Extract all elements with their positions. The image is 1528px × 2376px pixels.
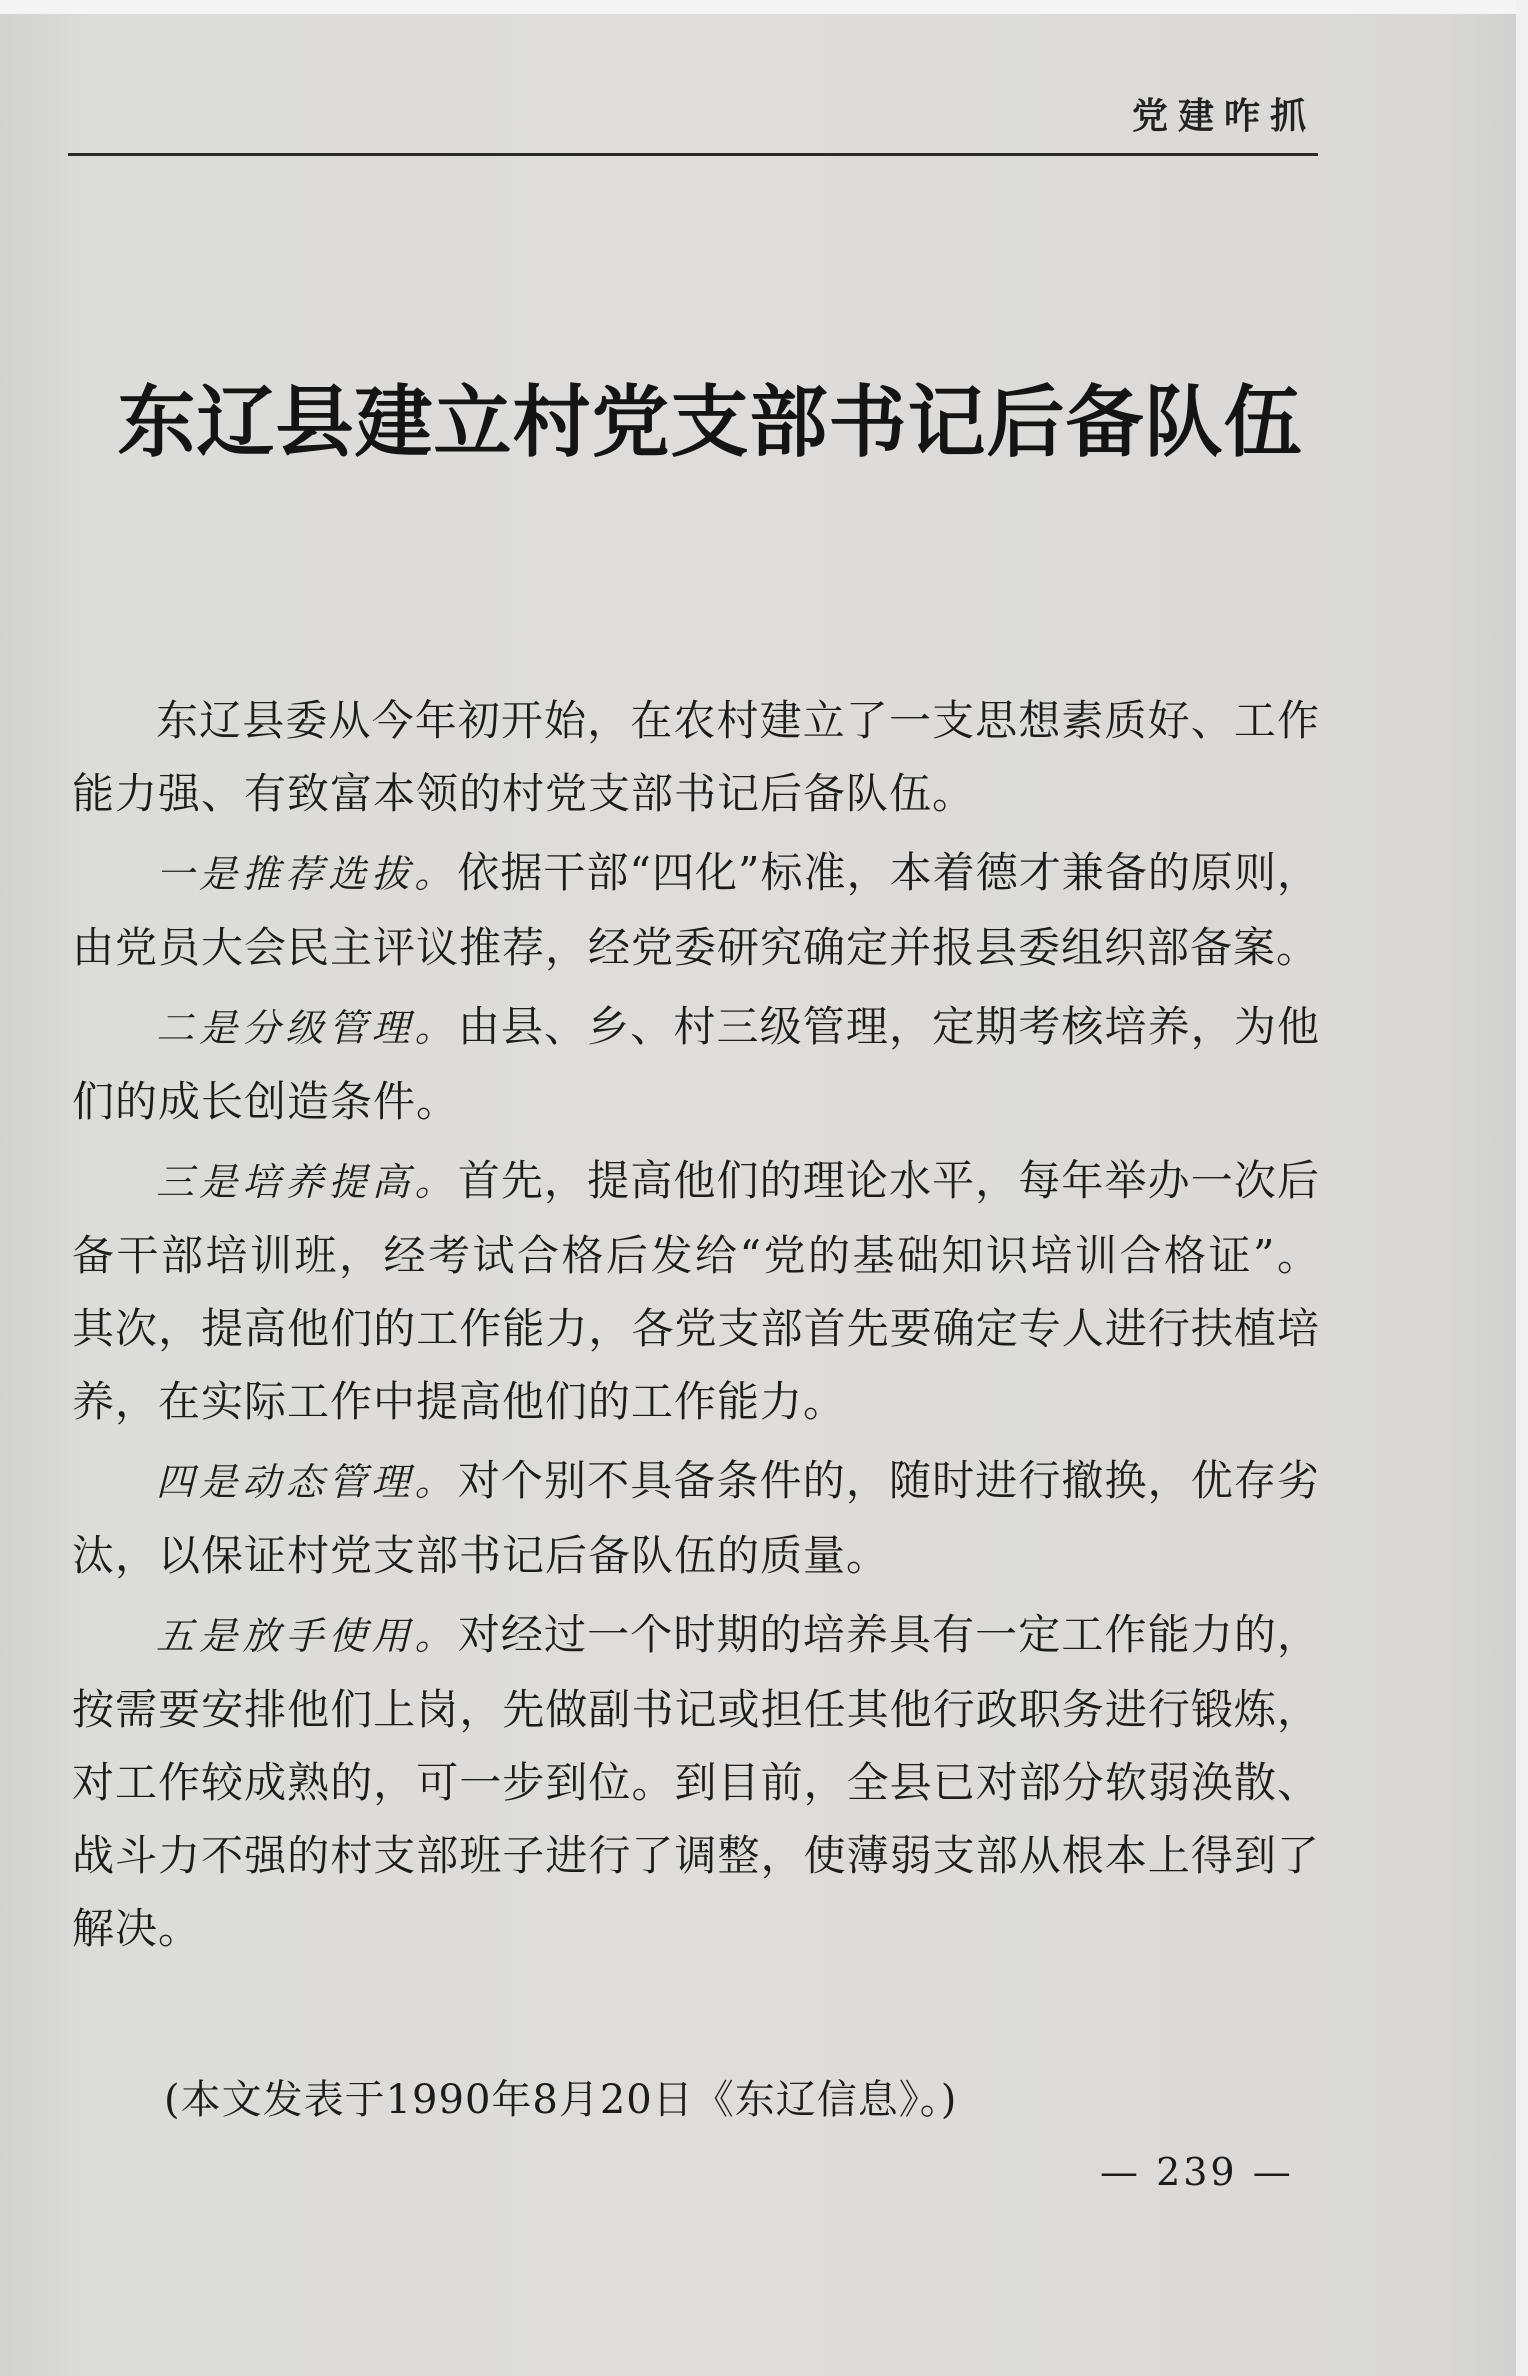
point-lead-5: 五是放手使用。 bbox=[156, 1614, 458, 1658]
point-text-4: 对个别不具备条件的，随时进行撤换，优存劣汰，以保证村党支部书记后备队伍的质量。 bbox=[72, 1456, 1320, 1580]
point-text-1: 依据干部“四化”标准，本着德才兼备的原则，由党员大会民主评议推荐，经党委研究确定并报县委组织部备案。 bbox=[72, 848, 1320, 972]
header-rule bbox=[68, 153, 1318, 156]
article-body bbox=[72, 684, 1320, 1971]
article-title: 东辽县建立村党支部书记后备队伍 bbox=[117, 377, 1303, 468]
point-lead-3: 三是培养提高。 bbox=[156, 1160, 458, 1204]
page-number: — 239 — bbox=[1100, 2150, 1294, 2194]
point-lead-1: 一是推荐选拔。 bbox=[156, 852, 458, 896]
intro-paragraph: 东辽县委从今年初开始，在农村建立了一支思想素质好、工作能力强、有致富本领的村党支部书记后备队伍。 bbox=[72, 696, 1320, 818]
point-paragraph-3 bbox=[72, 1144, 1320, 1438]
point-lead-2: 二是分级管理。 bbox=[156, 1006, 458, 1050]
point-paragraph-2 bbox=[72, 990, 1320, 1138]
point-text-2: 由县、乡、村三级管理，定期考核培养，为他们的成长创造条件。 bbox=[72, 1002, 1320, 1126]
point-paragraph-5 bbox=[72, 1598, 1320, 1965]
running-head: 党建咋抓 bbox=[1131, 96, 1316, 137]
scan-edge-top bbox=[0, 0, 1528, 14]
point-paragraph-1 bbox=[72, 836, 1320, 984]
point-lead-4: 四是动态管理。 bbox=[156, 1460, 458, 1504]
scan-edge-right bbox=[1516, 0, 1528, 2376]
point-text-3: 首先，提高他们的理论水平，每年举办一次后备干部培训班，经考试合格后发给“党的基础知识培训合格证”。其次，提高他们的工作能力，各党支部首先要确定专人进行扶植培养，在实际工作中提高他们的工作能力。 bbox=[72, 1156, 1320, 1426]
point-paragraph-4 bbox=[72, 1444, 1320, 1592]
point-text-5: 对经过一个时期的培养具有一定工作能力的，按需要安排他们上岗，先做副书记或担任其他行政职务进行锻炼，对工作较成熟的，可一步到位。到目前，全县已对部分软弱涣散、战斗力不强的村支部班子进行了调整，使薄弱支部从根本上得到了解决。 bbox=[72, 1610, 1320, 1953]
source-note: (本文发表于1990年8月20日《东辽信息》。) bbox=[164, 2077, 958, 2123]
